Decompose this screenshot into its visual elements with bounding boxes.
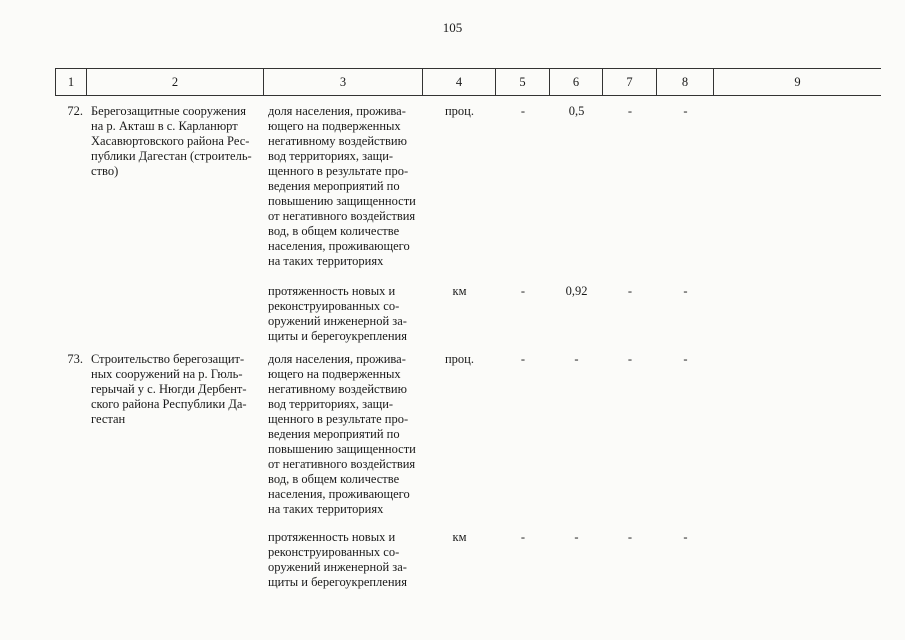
value-col-7: -	[627, 530, 633, 544]
empty-cell	[55, 284, 87, 344]
indicator-line: ющего на подверженных	[268, 367, 401, 381]
indicator-line: вод территориях, защи-	[268, 149, 394, 163]
name-line: гестан	[91, 412, 126, 426]
value-col-6: -	[574, 530, 579, 544]
header-col-5: 5	[496, 69, 550, 95]
table-row	[55, 530, 881, 590]
name-line: Хасавюртовского района Рес-	[91, 134, 250, 148]
name-line: ных сооружений на р. Гюль-	[91, 367, 243, 381]
header-col-2: 2	[87, 69, 264, 95]
indicator-line: реконструированных со-	[268, 545, 400, 559]
indicator-line: щенного в результате про-	[268, 164, 409, 178]
indicator-line: от негативного воздействия	[268, 457, 416, 471]
table-row	[55, 104, 881, 269]
value-col-8: -	[683, 284, 688, 298]
table-header-row	[55, 68, 881, 96]
empty-cell	[55, 530, 87, 590]
unit: проц.	[444, 104, 474, 118]
object-name	[87, 104, 264, 269]
value-col-5: -	[520, 530, 526, 544]
value-col-7: -	[627, 352, 633, 366]
indicator-line: щиты и берегоукрепления	[268, 329, 407, 343]
name-line: герычай у с. Нюгди Дербент-	[91, 382, 247, 396]
value-col-8: -	[683, 352, 688, 366]
indicator-line: на таких территориях	[268, 502, 384, 516]
value-col-9	[714, 104, 881, 269]
indicator-line: на таких территориях	[268, 254, 384, 268]
header-col-4: 4	[423, 69, 496, 95]
data-table	[55, 68, 881, 589]
indicator-line: вод, в общем количестве	[268, 224, 400, 238]
header-col-6: 6	[550, 69, 603, 95]
indicator-line: доля населения, прожива-	[268, 104, 406, 118]
indicator-line: доля населения, прожива-	[268, 352, 406, 366]
indicator-line: ющего на подверженных	[268, 119, 401, 133]
unit: км	[452, 530, 467, 544]
empty-cell	[87, 530, 264, 590]
indicator-description	[264, 284, 423, 344]
value-col-6: 0,92	[565, 284, 588, 298]
name-line: Строительство берегозащит-	[91, 352, 245, 366]
value-col-6: 0,5	[568, 104, 585, 118]
value-col-5: -	[520, 352, 526, 366]
indicator-line: негативному воздействию	[268, 134, 407, 148]
indicator-description	[264, 104, 423, 269]
empty-cell	[87, 284, 264, 344]
page-number: 105	[442, 20, 463, 35]
name-line: на р. Акташ в с. Карланюрт	[91, 119, 238, 133]
indicator-line: щиты и берегоукрепления	[268, 575, 407, 589]
indicator-line: населения, проживающего	[268, 239, 410, 253]
indicator-line: оружений инженерной за-	[268, 560, 407, 574]
indicator-line: от негативного воздействия	[268, 209, 416, 223]
row-number: 73.	[67, 352, 83, 366]
indicator-line: населения, проживающего	[268, 487, 410, 501]
name-line: ство)	[91, 164, 119, 178]
indicator-line: оружений инженерной за-	[268, 314, 407, 328]
value-col-9	[714, 352, 881, 517]
indicator-line: вод, в общем количестве	[268, 472, 400, 486]
indicator-description	[264, 530, 423, 590]
unit: км	[452, 284, 467, 298]
table-row	[55, 284, 881, 344]
indicator-line: реконструированных со-	[268, 299, 400, 313]
name-line: ского района Республики Да-	[91, 397, 247, 411]
unit: проц.	[444, 352, 474, 366]
value-col-7: -	[627, 104, 633, 118]
name-line: Берегозащитные сооружения	[91, 104, 246, 118]
value-col-5: -	[520, 284, 526, 298]
header-col-8: 8	[657, 69, 714, 95]
header-col-7: 7	[603, 69, 657, 95]
object-name	[87, 352, 264, 517]
table-row	[55, 352, 881, 517]
indicator-line: ведения мероприятий по	[268, 179, 400, 193]
value-col-7: -	[627, 284, 633, 298]
name-line: публики Дагестан (строитель-	[91, 149, 252, 163]
indicator-line: ведения мероприятий по	[268, 427, 400, 441]
value-col-6: -	[574, 352, 579, 366]
indicator-line: щенного в результате про-	[268, 412, 409, 426]
indicator-description	[264, 352, 423, 517]
indicator-line: повышению защищенности	[268, 442, 416, 456]
indicator-line: вод территориях, защи-	[268, 397, 394, 411]
indicator-line: протяженность новых и	[268, 530, 396, 544]
value-col-9	[714, 284, 881, 344]
value-col-8: -	[683, 530, 688, 544]
header-col-3: 3	[264, 69, 423, 95]
header-col-9: 9	[794, 74, 801, 89]
value-col-9	[714, 530, 881, 590]
header-col-1: 1	[55, 69, 87, 95]
indicator-line: протяженность новых и	[268, 284, 396, 298]
value-col-5: -	[520, 104, 526, 118]
value-col-8: -	[683, 104, 688, 118]
indicator-line: негативному воздействию	[268, 382, 407, 396]
row-number: 72.	[67, 104, 83, 118]
indicator-line: повышению защищенности	[268, 194, 416, 208]
